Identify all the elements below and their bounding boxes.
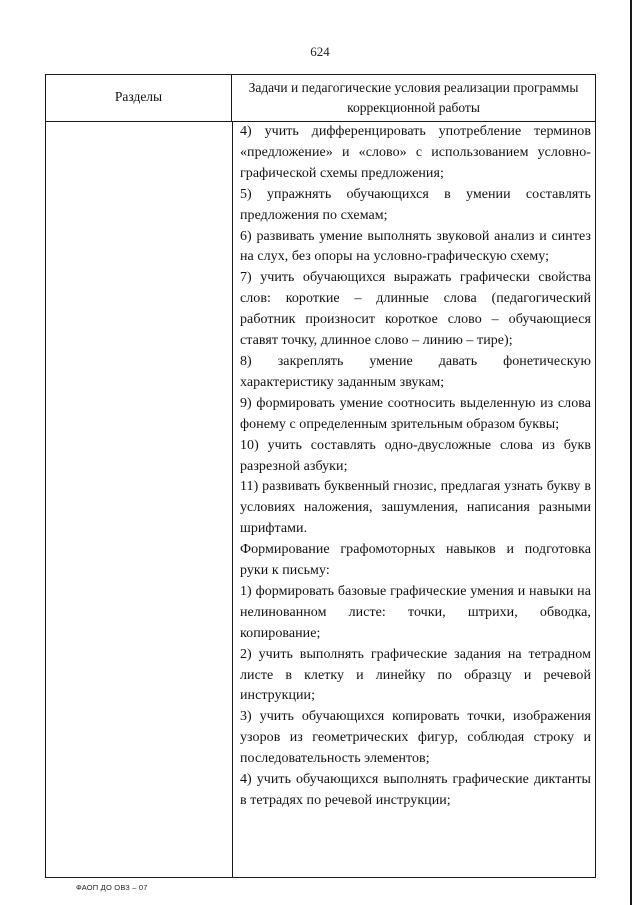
paragraph: 4) учить обучающихся выполнять графические диктанты в тетрадях по речевой инструкции; — [240, 772, 591, 808]
document-footer: ФАОП ДО ОВЗ – 07 — [76, 883, 148, 892]
paragraph: 11) развивать буквенный гнозис, предлагая узнать букву в условиях наложения, зашумления, написания разными шрифтами. — [240, 479, 591, 537]
table-body-cell — [46, 122, 596, 878]
header-sections: Разделы — [46, 75, 232, 122]
paragraph: Формирование графомоторных навыков и подготовка руки к письму: — [240, 542, 591, 579]
paragraph: 6) развивать умение выполнять звуковой анализ и синтез на слух, без опоры на условно-графическую схему; — [240, 228, 591, 265]
paragraph: 2) учить выполнять графические задания на тетрадном листе в клетку и линейку по образцу и речевой инструкции; — [240, 646, 591, 704]
header-tasks: Задачи и педагогические условия реализации программы коррекционной работы — [232, 75, 596, 122]
paragraph: 4) учить дифференцировать употребление терминов «предложение» и «слово» с использованием условно-графической схемы предложения; — [240, 124, 591, 181]
paragraph: 3) учить обучающихся копировать точки, изображения узоров из геометрических фигур, соблюдая строку и последовательность элементов; — [240, 709, 591, 767]
paragraph: 8) закреплять умение давать фонетическую характеристику заданным звукам; — [240, 353, 591, 390]
paragraph: 9) формировать умение соотносить выделенную из слова фонему с определенным зрительным образом буквы; — [240, 395, 591, 432]
tasks-column — [232, 122, 595, 877]
content-table — [45, 74, 596, 878]
page-number: 624 — [310, 44, 330, 59]
paragraph: 5) упражнять обучающихся в умении составлять предложения по схемам; — [240, 186, 591, 223]
table-row — [46, 122, 596, 878]
paragraph: 1) формировать базовые графические умения и навыки на нелинованном листе: точки, штрихи, обводка, копирование; — [240, 583, 591, 641]
paragraph: 10) учить составлять одно-двусложные слова из букв разрезной азбуки; — [240, 437, 591, 474]
scan-edge-line — [630, 0, 632, 905]
paragraph: 7) учить обучающихся выражать графически свойства слов: короткие – длинные слова (педагогический работник произносит короткое слово – обучающиеся ставят точку, длинное слово – линию – тире); — [240, 270, 591, 349]
table-header-row — [46, 75, 596, 122]
